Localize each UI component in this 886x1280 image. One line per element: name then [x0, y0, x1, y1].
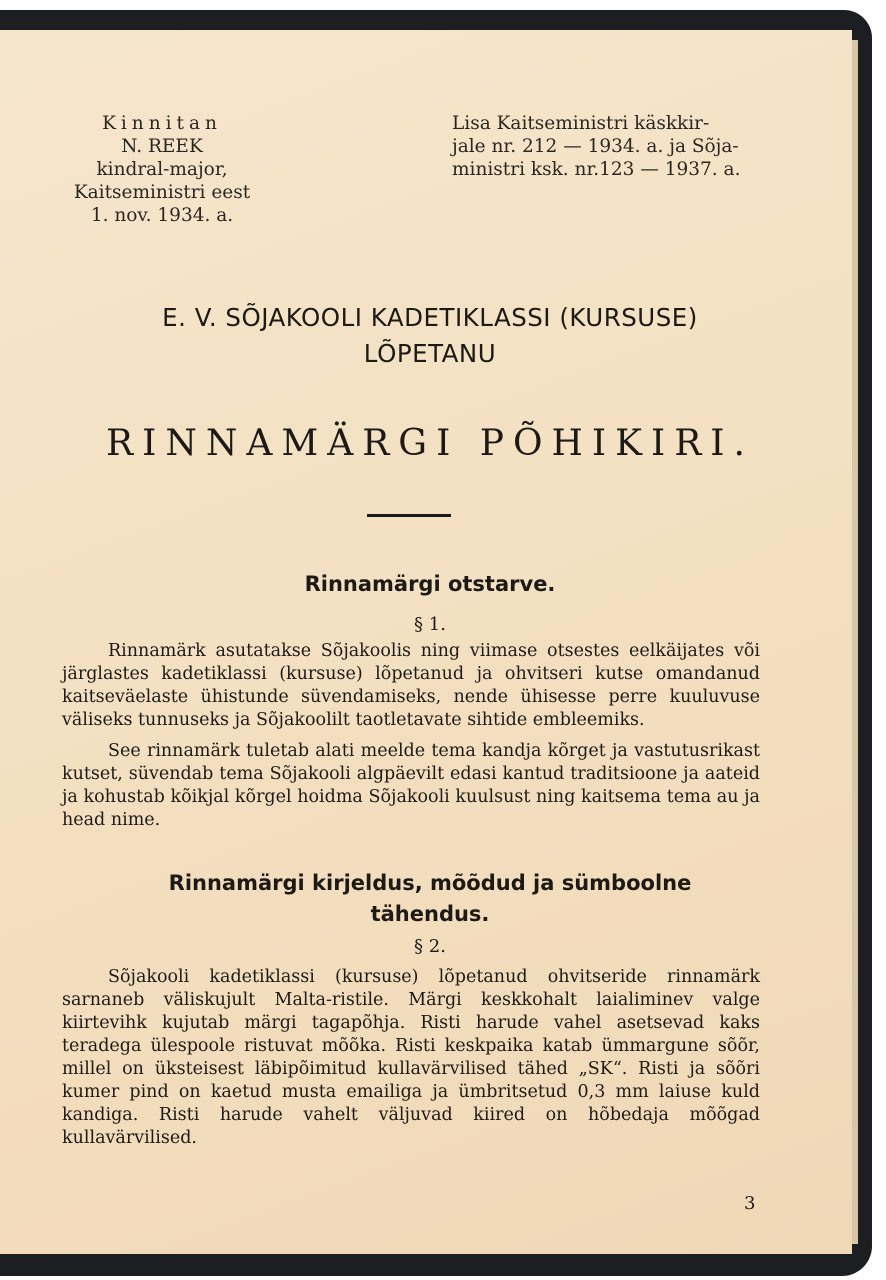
section-1-text-1: Rinnamärk asutatakse Sõjakoolis ning viimase otsestes eelkäijates või järglastes kadetiklassi (kursuse) lõpetanud ja ohvitseri kutse omandanud kaitseväelaste ühistunde süvendamiseks, nende ühisesse perre kuuluvuse väliseks tunnuseks ja Sõjakoolilt taotletavate sihtide embleemiks. — [62, 641, 760, 730]
approval-line-3: kindral-major, — [96, 159, 228, 180]
annex-line-2: jale nr. 212 — 1934. a. ja Sõja- — [452, 136, 739, 157]
approval-line-2: N. REEK — [121, 136, 203, 157]
approval-note — [58, 112, 266, 227]
section-1-body — [62, 640, 760, 832]
section-1-heading: Rinnamärgi otstarve. — [304, 572, 556, 596]
annex-note — [452, 112, 764, 181]
annex-line-3: ministri ksk. nr.123 — 1937. a. — [452, 159, 741, 180]
approval-line-4: Kaitseministri eest — [73, 182, 251, 203]
subtitle-line-2: LÕPETANU — [363, 339, 497, 368]
document-subtitle — [60, 300, 800, 372]
section-2-body — [62, 966, 760, 1150]
section-1-text-2: See rinnamärk tuletab alati meelde tema kandja kõrget ja vastutusrikast kutset, süvendab tema Sõjakooli algpäevilt edasi kantud traditsioone ja aateid ja kohustab kõikjal kõrgel hoidma Sõjakooli kuulsust ning kaitsema tema au ja head nime. — [62, 741, 760, 830]
book-page — [0, 30, 852, 1254]
page-edge — [852, 40, 858, 1244]
document-title: RINNAMÄRGI PÕHIKIRI. — [106, 423, 754, 464]
page-number: 3 — [744, 1193, 756, 1214]
section-2-heading — [60, 868, 800, 930]
section-2-heading-line-1: Rinnamärgi kirjeldus, mõõdud ja sümboolne — [168, 871, 692, 895]
section-1-paragraph-number: § 1. — [414, 614, 446, 635]
subtitle-line-1: E. V. SÕJAKOOLI KADETIKLASSI (KURSUSE) — [162, 303, 698, 332]
title-divider — [367, 514, 451, 517]
section-2-heading-line-2: tähendus. — [370, 902, 490, 926]
section-2-text-1: Sõjakooli kadetiklassi (kursuse) lõpetanud ohvitseride rinnamärk sarnaneb väliskujult Malta-ristile. Märgi keskkohalt laialiminev valge kiirtevihk kujutab märgi tagapõhja. Risti harude vahel asetsevad kaks teradega ülespoole ristuvat mõõka. Risti keskpaika katab ümmargune sõõr, millel on üksteisest läbipõimitud kullavärvilised tähed „SK“. Risti ja sõõri kumer pind on kaetud musta emailiga ja ümbritsetud 0,3 mm laiuse kuld kandiga. Risti harude vahelt väljuvad kiired on hõbedaja mõõgad kullavärvilised. — [62, 967, 760, 1148]
approval-line-1: Kinnitan — [102, 113, 222, 134]
approval-line-5: 1. nov. 1934. a. — [90, 205, 234, 226]
annex-line-1: Lisa Kaitseministri käskkir- — [452, 113, 710, 134]
section-2-paragraph-number: § 2. — [414, 936, 446, 957]
